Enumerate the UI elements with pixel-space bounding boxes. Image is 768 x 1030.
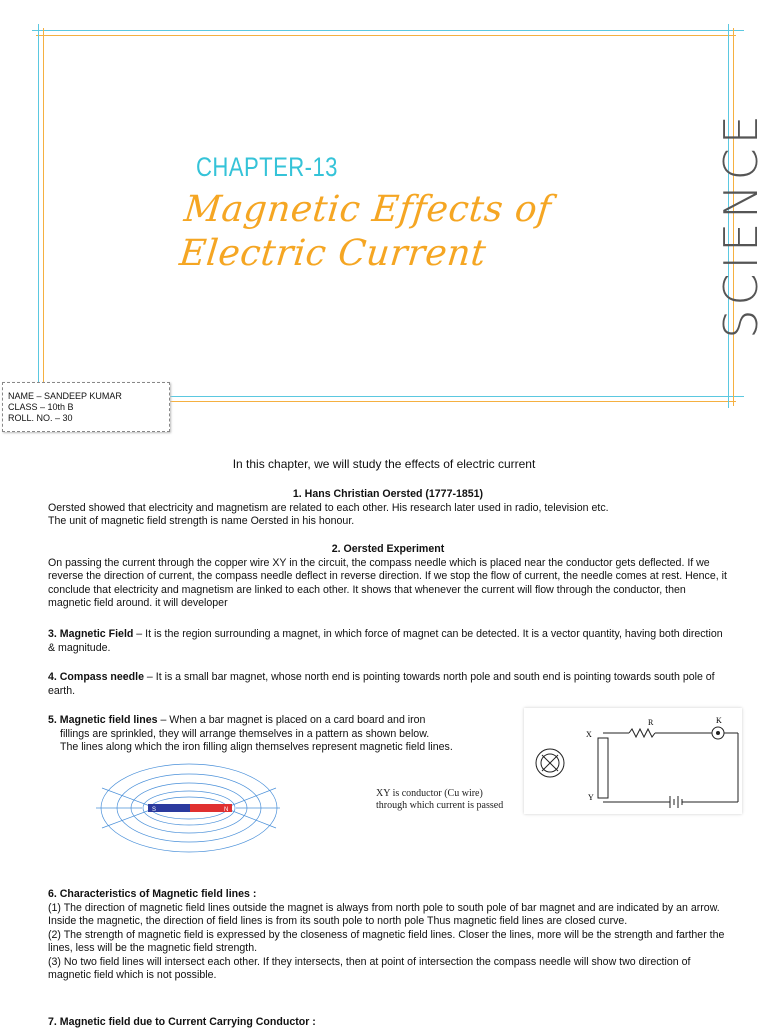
section-1-line-1: Oersted showed that electricity and magnetism are related to each other. His research later used in radio, television etc. (48, 501, 609, 514)
section-5-body-2: fillings are sprinkled, they will arrange themselves in a pattern as shown below. (60, 727, 430, 740)
section-5 (48, 714, 508, 755)
section-6-heading: 6. Characteristics of Magnetic field lines : (48, 888, 257, 900)
label-k: K (716, 716, 722, 725)
section-7 (48, 1016, 728, 1030)
section-4-label: 4. Compass needle (48, 671, 144, 683)
section-5-body-1: – When a bar magnet is placed on a card board and iron (157, 714, 426, 726)
chapter-title (177, 188, 553, 276)
magnet-s-label: S (152, 807, 157, 813)
figure-caption (376, 788, 503, 812)
section-2-body: On passing the current through the copper wire XY in the circuit, the compass needle which is placed near the conductor gets deflected. If we reverse the direction of current, the compass needle deflect in reverse direction. If we stop the flow of current, the needle comes at rest. Hence, it conclude that electricity and magnetism are linked to each other. It shows that whenever the current will flow through the conductor, then magnetic field around. it will developer (48, 556, 727, 609)
section-1 (48, 488, 728, 529)
section-7-heading: 7. Magnetic field due to Current Carrying Conductor : (48, 1016, 316, 1028)
section-5-body-3: The lines along which the iron filling align themselves represent magnetic field lines. (60, 741, 453, 753)
student-roll: ROLL. NO. – 30 (8, 413, 73, 423)
label-x: X (586, 730, 592, 739)
student-info-box (2, 382, 170, 432)
section-1-heading: 1. Hans Christian Oersted (1777-1851) (292, 488, 484, 500)
resistor (629, 729, 655, 737)
title-line-2: Electric Current (177, 233, 489, 274)
student-name: NAME – SANDEEP KUMAR (8, 391, 122, 401)
section-2 (48, 543, 728, 611)
section-3 (48, 628, 728, 655)
section-1-line-2: The unit of magnetic field strength is name Oersted in his honour. (48, 515, 355, 527)
section-6-point-2: (2) The strength of magnetic field is expressed by the closeness of magnetic field lines. Closer the lines, more will be the strength and farther the lines, less will be the magnetic field strength. (48, 928, 725, 954)
label-r: R (648, 718, 654, 727)
bar-magnet-field-figure (92, 758, 282, 858)
subject-label: SCIENCE (714, 111, 768, 339)
section-6-point-3: (3) No two field lines will intersect each other. If they intersects, then at point of intersection the compass needle will show two direction of magnetic field which is not possible. (48, 955, 691, 981)
oersted-circuit-diagram (524, 708, 742, 814)
section-3-body: – It is the region surrounding a magnet, in which force of magnet can be detected. It is a vector quantity, having both direction & magnitude. (48, 628, 723, 654)
section-5-label: 5. Magnetic field lines (48, 714, 158, 726)
section-6-point-1: (1) The direction of magnetic field lines outside the magnet is always from north pole to south pole of bar magnet and are indicated by an arrow. Inside the magnetic, the direction of field lines is from its south pole to north pole Thus magnetic field lines are closed curve. (48, 901, 720, 927)
student-class: CLASS – 10th B (8, 402, 74, 412)
conductor-xy (598, 738, 608, 798)
magnet-n-label: N (224, 807, 229, 813)
section-3-label: 3. Magnetic Field (48, 628, 134, 640)
chapter-number: CHAPTER-13 (196, 152, 338, 182)
section-4 (48, 671, 728, 698)
label-y: Y (588, 793, 594, 802)
section-2-heading: 2. Oersted Experiment (331, 543, 445, 555)
caption-line-1: XY is conductor (Cu wire) (376, 788, 483, 799)
intro-text: In this chapter, we will study the effects of electric current (232, 457, 536, 471)
section-4-body: – It is a small bar magnet, whose north end is pointing towards north pole and south end is pointing towards south pole of earth. (48, 671, 715, 697)
title-line-1: Magnetic Effects of (182, 189, 554, 230)
caption-line-2: through which current is passed (376, 800, 504, 811)
section-6 (48, 888, 728, 983)
